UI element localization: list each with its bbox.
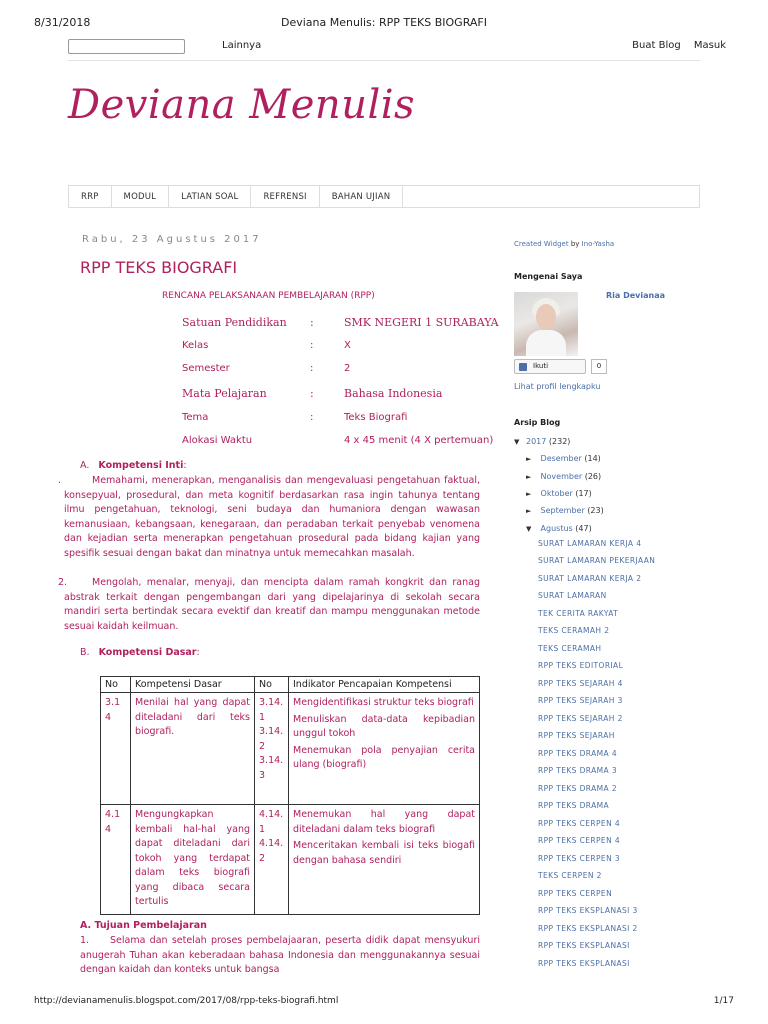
about-heading: Mengenai Saya bbox=[514, 272, 583, 281]
info-value: 4 x 45 menit (4 X pertemuan) bbox=[344, 435, 494, 446]
more-menu-link[interactable]: Lainnya bbox=[222, 40, 262, 51]
triangle-right-icon[interactable]: ► bbox=[526, 507, 532, 515]
info-sep: : bbox=[310, 363, 314, 374]
table-header: No bbox=[101, 677, 131, 693]
archive-month-label[interactable]: November bbox=[540, 472, 583, 481]
tp-item-1-number: 1. bbox=[80, 935, 90, 946]
kd-table bbox=[100, 676, 480, 915]
avatar-face bbox=[536, 304, 556, 330]
ki-heading-text: Kompetensi Inti bbox=[98, 460, 184, 471]
archive-post-link[interactable]: RPP TEKS SEJARAH 4 bbox=[538, 679, 623, 688]
indicator-number: 4.14. 1 4.14. 2 bbox=[255, 805, 289, 915]
menu-item-refrensi[interactable]: REFRENSI bbox=[251, 186, 319, 207]
menu-item-rrp[interactable]: RRP bbox=[69, 186, 112, 207]
info-sep: : bbox=[310, 340, 314, 351]
info-sep: : bbox=[310, 316, 314, 329]
archive-post-link[interactable]: SURAT LAMARAN KERJA 2 bbox=[538, 574, 642, 583]
archive-post-link[interactable]: RPP TEKS EKSPLANASI 3 bbox=[538, 906, 638, 915]
triangle-right-icon[interactable]: ► bbox=[526, 490, 532, 498]
archive-post-link[interactable]: RPP TEKS DRAMA 3 bbox=[538, 766, 617, 775]
print-date: 8/31/2018 bbox=[34, 16, 91, 29]
kd-heading-text: Kompetensi Dasar bbox=[98, 647, 197, 658]
archive-month-label[interactable]: September bbox=[540, 506, 585, 515]
post-title[interactable]: RPP TEKS BIOGRAFI bbox=[80, 258, 238, 277]
archive-post-link[interactable]: RPP TEKS SEJARAH 3 bbox=[538, 696, 623, 705]
archive-year-count: (232) bbox=[548, 437, 571, 446]
archive-post-link[interactable]: RPP TEKS EKSPLANASI bbox=[538, 941, 630, 950]
ki-item-2-number: 2. bbox=[58, 577, 68, 588]
blog-title[interactable]: Deviana Menulis bbox=[68, 82, 416, 128]
kd-heading-colon: : bbox=[196, 647, 200, 658]
ki-heading-colon: : bbox=[183, 460, 187, 471]
widget-credit-by: by bbox=[570, 240, 580, 248]
archive-year[interactable] bbox=[514, 437, 570, 446]
archive-post-link[interactable]: RPP TEKS CERPEN bbox=[538, 889, 613, 898]
blogger-icon bbox=[519, 363, 527, 371]
follow-label: Ikuti bbox=[533, 362, 549, 370]
info-value: Teks Biografi bbox=[344, 412, 408, 423]
archive-month[interactable] bbox=[526, 506, 604, 515]
archive-post-link[interactable]: RPP TEKS CERPEN 3 bbox=[538, 854, 621, 863]
info-value: SMK NEGERI 1 SURABAYA bbox=[344, 316, 499, 329]
menu-item-modul[interactable]: MODUL bbox=[112, 186, 170, 207]
info-value: 2 bbox=[344, 363, 351, 374]
archive-post-link[interactable]: SURAT LAMARAN KERJA 4 bbox=[538, 539, 642, 548]
tp-heading-text: A. Tujuan Pembelajaran bbox=[80, 920, 207, 931]
archive-month[interactable] bbox=[526, 454, 601, 463]
info-key: Satuan Pendidikan bbox=[182, 316, 287, 329]
kd-text-content: Mengungkapkan kembali hal-hal yang dapat diteladani dari tokoh yang terdapat dalam teks biografi yang dibaca secara tertulis bbox=[135, 809, 250, 907]
indicator-list bbox=[289, 693, 480, 805]
avatar[interactable] bbox=[514, 292, 578, 356]
ki-item-2 bbox=[58, 576, 480, 634]
indicator-item: Menemukan hal yang dapat diteladani dalam teks biografi bbox=[293, 809, 475, 835]
print-page-number: 1/17 bbox=[713, 996, 734, 1006]
ki-item-1-number: . bbox=[58, 475, 62, 486]
archive-post-link[interactable]: RPP TEKS SEJARAH bbox=[538, 731, 615, 740]
table-header: No bbox=[255, 677, 289, 693]
archive-post-link[interactable]: SURAT LAMARAN PEKERJAAN bbox=[538, 556, 656, 565]
info-key: Mata Pelajaran bbox=[182, 387, 267, 400]
widget-credit-link[interactable]: Created Widget bbox=[514, 240, 569, 248]
kd-heading bbox=[80, 647, 200, 658]
kd-text bbox=[131, 693, 255, 805]
follow-count: 0 bbox=[591, 359, 607, 374]
archive-month-count: (14) bbox=[584, 454, 601, 463]
info-key: Kelas bbox=[182, 340, 209, 351]
archive-heading: Arsip Blog bbox=[514, 418, 561, 427]
kd-text bbox=[131, 805, 255, 915]
archive-month-count: (17) bbox=[575, 489, 592, 498]
navbar-actions bbox=[622, 40, 726, 51]
table-header: Kompetensi Dasar bbox=[131, 677, 255, 693]
print-title: Deviana Menulis: RPP TEKS BIOGRAFI bbox=[280, 16, 488, 29]
profile-name-link[interactable]: Ria Devianaa bbox=[606, 291, 665, 300]
archive-month-label[interactable]: Desember bbox=[540, 454, 582, 463]
info-key: Semester bbox=[182, 363, 230, 374]
info-sep: : bbox=[310, 387, 314, 400]
info-sep: : bbox=[310, 412, 314, 423]
archive-year-label[interactable]: 2017 bbox=[526, 437, 547, 446]
triangle-right-icon[interactable]: ► bbox=[526, 473, 532, 481]
archive-post-link[interactable]: RPP TEKS EKSPLANASI 2 bbox=[538, 924, 638, 933]
ki-item-1-text: Memahami, menerapkan, menganalisis dan mengevaluasi pengetahuan faktual, konsepyual, prosedural, dan meta kognitif berdasarkan rasa ingin tahunya tentang ilmu pengetahuan, teknologi, seni budaya dan humaniora dengan wawasan kemanusiaan, kebangsaan, kenegaraan, dan peradaban terkait penyebab venomena dan kejadian serta menerapkan pengetahuan prosedural pada bidang kajian yang spesifik sesuai dengan bakat dan minatnya untuk memecahkan masalah. bbox=[64, 475, 480, 559]
archive-post-link[interactable]: RPP TEKS SEJARAH 2 bbox=[538, 714, 623, 723]
widget-credit bbox=[514, 240, 614, 248]
ki-item-2-text: Mengolah, menalar, menyaji, dan mencipta dalam ramah kongkrit dan ranag abstrak terkait dengan pengembangan dari yang dipelajarinya di sekolah secara mandiri serta bertindak secara evektif dan kreatif dan mampu menggunakan metode sesuai kaidah keilmuan. bbox=[64, 577, 480, 632]
archive-post-link[interactable]: TEKS CERAMAH bbox=[538, 644, 602, 653]
archive-month-label[interactable]: Agustus bbox=[540, 524, 573, 533]
widget-credit-author-link[interactable]: Ino-Yasha bbox=[581, 240, 615, 248]
archive-post-link[interactable]: RPP TEKS DRAMA 2 bbox=[538, 784, 617, 793]
table-header-row bbox=[101, 677, 480, 693]
tp-item-1 bbox=[80, 934, 480, 978]
menu-item-bahan-ujian[interactable]: BAHAN UJIAN bbox=[320, 186, 404, 207]
indicator-item: Mengidentifikasi struktur teks biografi bbox=[293, 697, 474, 708]
archive-month[interactable] bbox=[526, 489, 592, 498]
search-input[interactable] bbox=[68, 39, 185, 54]
rpp-heading: RENCANA PELAKSANAAN PEMBELAJARAN (RPP) bbox=[162, 291, 375, 301]
indicator-item: Menuliskan data-data kepibadian unggul tokoh bbox=[293, 713, 475, 739]
indicator-number: 3.14. 1 3.14. 2 3.14. 3 bbox=[255, 693, 289, 805]
table-header: Indikator Pencapaian Kompetensi bbox=[289, 677, 480, 693]
kd-number: 4.1 4 bbox=[101, 805, 131, 915]
archive-month-label[interactable]: Oktober bbox=[540, 489, 573, 498]
archive-month-count: (23) bbox=[587, 506, 604, 515]
archive-month-count: (47) bbox=[575, 524, 592, 533]
profile-link[interactable]: Lihat profil lengkapku bbox=[514, 382, 601, 391]
menu-item-latian-soal[interactable]: LATIAN SOAL bbox=[169, 186, 251, 207]
create-blog-link[interactable]: Buat Blog bbox=[632, 40, 681, 51]
archive-post-link[interactable]: RPP TEKS CERPEN 4 bbox=[538, 836, 621, 845]
kd-heading-letter: B. bbox=[80, 647, 90, 658]
info-key: Tema bbox=[182, 412, 209, 423]
main-menu bbox=[68, 185, 700, 208]
follow-button[interactable] bbox=[514, 359, 586, 374]
info-key: Alokasi Waktu bbox=[182, 435, 253, 446]
triangle-right-icon[interactable]: ► bbox=[526, 455, 532, 463]
triangle-down-icon[interactable]: ▼ bbox=[514, 438, 520, 446]
archive-month-current[interactable] bbox=[526, 524, 592, 533]
archive-post-link[interactable]: TEKS CERPEN 2 bbox=[538, 871, 602, 880]
table-row bbox=[101, 805, 480, 915]
archive-month-count: (26) bbox=[584, 472, 602, 481]
info-value: X bbox=[344, 340, 351, 351]
indicator-item: Menceritakan kembali isi teks biogafi dengan bahasa sendiri bbox=[293, 840, 475, 866]
navbar-divider bbox=[68, 60, 700, 61]
ki-heading bbox=[80, 460, 187, 471]
tp-heading bbox=[80, 920, 207, 931]
post-date: Rabu, 23 Agustus 2017 bbox=[82, 234, 262, 245]
archive-month[interactable] bbox=[526, 472, 601, 481]
kd-text-content: Menilai hal yang dapat diteladani dari teks biografi. bbox=[135, 697, 250, 737]
archive-post-link[interactable]: RPP TEKS DRAMA bbox=[538, 801, 610, 810]
tp-item-1-text: Selama dan setelah proses pembelajaaran, peserta didik dapat mensyukuri anugerah Tuhan akan keberadaan bahasa Indonesia dan menggunakannya sesuai dengan kaidah dan konteks untuk bangsa bbox=[80, 935, 480, 975]
archive-post-link[interactable]: RPP TEKS DRAMA 4 bbox=[538, 749, 617, 758]
avatar-body bbox=[526, 330, 566, 356]
archive-post-link[interactable]: RPP TEKS EKSPLANASI bbox=[538, 959, 630, 968]
kd-number: 3.1 4 bbox=[101, 693, 131, 805]
blogger-navbar bbox=[0, 38, 768, 62]
info-value: Bahasa Indonesia bbox=[344, 387, 443, 400]
archive-post-link[interactable]: RPP TEKS EDITORIAL bbox=[538, 661, 624, 670]
table-row bbox=[101, 693, 480, 805]
triangle-down-icon[interactable]: ▼ bbox=[526, 525, 532, 533]
sign-in-link[interactable]: Masuk bbox=[693, 40, 726, 51]
archive-post-link[interactable]: SURAT LAMARAN bbox=[538, 591, 607, 600]
ki-heading-letter: A. bbox=[80, 460, 90, 471]
archive-post-link[interactable]: TEK CERITA RAKYAT bbox=[538, 609, 619, 618]
ki-item-1 bbox=[58, 474, 480, 561]
archive-post-link[interactable]: TEKS CERAMAH 2 bbox=[538, 626, 610, 635]
archive-post-link[interactable]: RPP TEKS CERPEN 4 bbox=[538, 819, 621, 828]
indicator-list bbox=[289, 805, 480, 915]
indicator-item: Menemukan pola penyajian cerita ulang (biografi) bbox=[293, 744, 475, 770]
print-url: http://devianamenulis.blogspot.com/2017/08/rpp-teks-biografi.html bbox=[34, 996, 339, 1006]
